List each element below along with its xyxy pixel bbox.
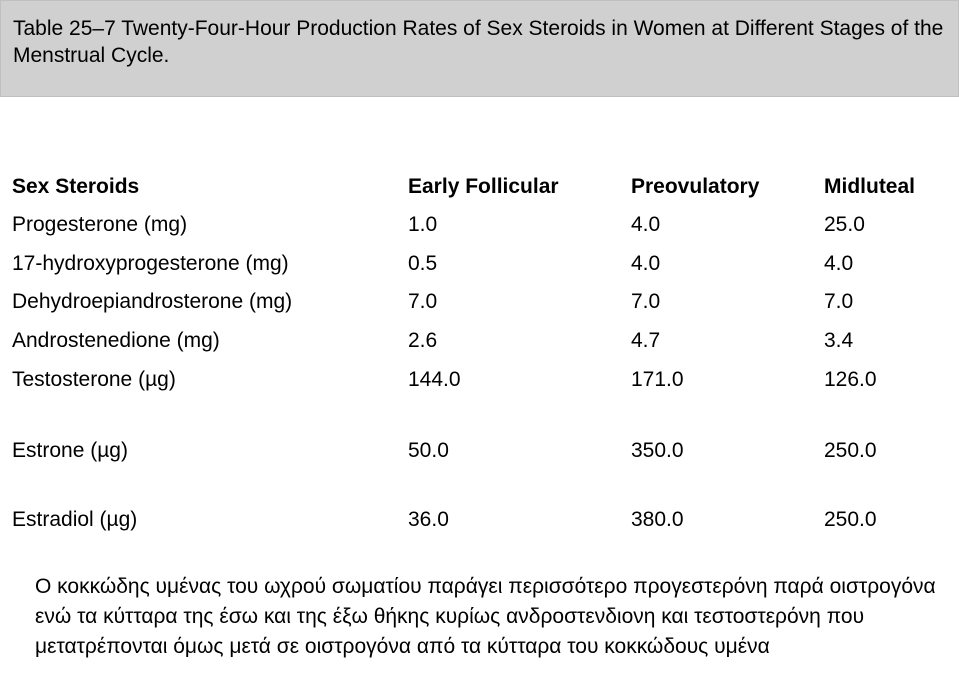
- cell-midluteal: 250.0: [824, 439, 877, 462]
- cell-midluteal: 126.0: [824, 368, 877, 391]
- cell-early-follicular: 7.0: [408, 290, 438, 313]
- title-bar: [0, 0, 959, 97]
- cell-early-follicular: 144.0: [408, 368, 461, 391]
- cell-midluteal: 250.0: [824, 508, 877, 531]
- cell-midluteal: 25.0: [824, 213, 865, 236]
- cell-early-follicular: 36.0: [408, 508, 449, 531]
- cell-midluteal: 4.0: [824, 252, 854, 275]
- cell-preovulatory: 380.0: [631, 508, 684, 531]
- cell-preovulatory: 350.0: [631, 439, 684, 462]
- cell-early-follicular: 0.5: [408, 252, 438, 275]
- row-label: Dehydroepiandrosterone (mg): [12, 290, 293, 313]
- table-title: Table 25–7 Twenty-Four-Hour Production Rates of Sex Steroids in Women at Different Stages of the Menstrual Cycle.: [13, 17, 944, 67]
- cell-preovulatory: 7.0: [631, 290, 661, 313]
- header-midluteal: Midluteal: [824, 175, 916, 198]
- cell-preovulatory: 4.0: [631, 252, 661, 275]
- cell-preovulatory: 4.7: [631, 329, 661, 352]
- cell-early-follicular: 50.0: [408, 439, 449, 462]
- cell-preovulatory: 171.0: [631, 368, 684, 391]
- row-label: Progesterone (mg): [12, 213, 188, 236]
- row-label: Testosterone (µg): [12, 368, 176, 391]
- cell-preovulatory: 4.0: [631, 213, 661, 236]
- row-label: Estradiol (µg): [12, 508, 138, 531]
- cell-midluteal: 7.0: [824, 290, 854, 313]
- cell-early-follicular: 1.0: [408, 213, 438, 236]
- row-label: Estrone (µg): [12, 439, 128, 462]
- cell-midluteal: 3.4: [824, 329, 854, 352]
- header-preovulatory: Preovulatory: [631, 175, 760, 198]
- greek-note-paragraph: Ο κοκκώδης υμένας του ωχρού σωματίου παράγει περισσότερο προγεστερόνη παρά οιστρογόνα ενώ τα κύτταρα της έσω και της έξω θήκης κυρίως ανδροστενδιονη και τεστοστερόνη που μετατρέπονται όμως μετά σε οιστρογόνα από τα κύτταρα του κοκκώδους υμένα: [35, 575, 936, 658]
- row-label: 17-hydroxyprogesterone (mg): [12, 252, 289, 275]
- cell-early-follicular: 2.6: [408, 329, 438, 352]
- header-early-follicular: Early Follicular: [408, 175, 559, 198]
- row-label: Androstenedione (mg): [12, 329, 220, 352]
- header-sex-steroids: Sex Steroids: [12, 175, 140, 198]
